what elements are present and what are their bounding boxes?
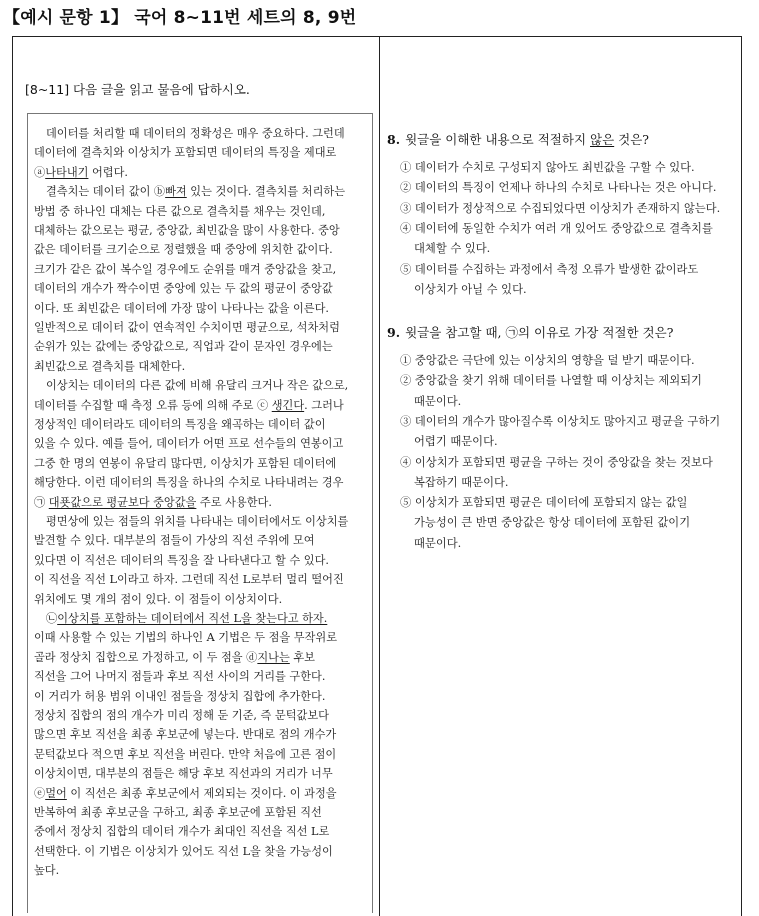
passage-text: ㉡ bbox=[46, 612, 58, 625]
passage-text: 발견할 수 있다. 대부분의 점들이 가상의 직선 주위에 모여 bbox=[34, 534, 315, 548]
question-stem-text: 것은? bbox=[614, 132, 649, 147]
passage-line bbox=[34, 222, 340, 238]
passage-text: 있는 것이다. 결측치를 처리하는 bbox=[186, 185, 346, 199]
answer-option-line: ③ 데이터의 개수가 많아질수록 이상치도 많아지고 평균을 구하기 bbox=[400, 414, 721, 428]
passage-line bbox=[46, 513, 348, 529]
passage-text: 데이터를 처리할 때 데이터의 정확성은 매우 중요하다. 그런데 bbox=[46, 127, 345, 140]
passage-line bbox=[34, 765, 333, 781]
passage-text: 해당한다. 이런 데이터의 특징을 하나의 수치로 나타내려는 경우 bbox=[34, 476, 344, 490]
question-number: 8. bbox=[387, 132, 401, 147]
passage-text: 이다. 또 최빈값은 데이터에 가장 많이 나타나는 값을 이른다. bbox=[34, 301, 329, 315]
answer-option-line: 이상치가 아닐 수 있다. bbox=[414, 282, 527, 296]
passage-text: 문턱값보다 적으면 후보 직선을 버린다. 만약 처음에 고른 점이 bbox=[34, 747, 337, 761]
passage-line bbox=[34, 338, 333, 354]
passage-text: ㉠ bbox=[34, 495, 49, 509]
question-9-stem bbox=[387, 323, 673, 341]
passage-text: 선택한다. 이 기법은 이상치가 있어도 직선 L을 찾을 가능성이 bbox=[34, 844, 333, 858]
question-8-stem bbox=[387, 130, 649, 148]
passage-text: 위치에도 몇 개의 점이 있다. 이 점들이 이상치이다. bbox=[34, 592, 283, 606]
answer-option-line: 복잡하기 때문이다. bbox=[414, 475, 509, 489]
passage-text: 최빈값으로 결측치를 대체한다. bbox=[34, 359, 186, 373]
passage-line bbox=[34, 397, 344, 413]
passage-text: 데이터를 수집할 때 측정 오류 등에 의해 주로 ⓒ bbox=[34, 398, 272, 412]
passage-line bbox=[34, 203, 325, 219]
passage-line bbox=[46, 610, 327, 626]
passage-line bbox=[34, 804, 322, 820]
question-number: 9. bbox=[387, 325, 401, 340]
question-stem-text: 윗글을 참고할 때, ㉠의 이유로 가장 적절한 것은? bbox=[405, 325, 674, 340]
passage-line bbox=[34, 144, 336, 160]
answer-option-line: ① 중앙값은 극단에 있는 이상치의 영향을 덜 받기 때문이다. bbox=[400, 354, 695, 367]
passage-line bbox=[34, 707, 329, 723]
underlined-phrase: 나타내기 bbox=[45, 165, 89, 179]
passage-text: 많으면 후보 직선을 최종 후보군에 넣는다. 반대로 점의 개수가 bbox=[34, 728, 337, 742]
passage-text: 직선을 그어 나머지 점들과 후보 직선 사이의 거리를 구한다. bbox=[34, 670, 326, 684]
passage-text: ⓐ bbox=[34, 165, 46, 179]
passage-text: 대체하는 값으로는 평균, 중앙값, 최빈값을 많이 사용한다. 중앙 bbox=[34, 224, 340, 237]
passage-text: 있을 수 있다. 예를 들어, 데이터가 어떤 프로 선수들의 연봉이고 bbox=[34, 437, 344, 451]
passage-line bbox=[34, 668, 325, 684]
passage-text: 값은 데이터를 크기순으로 정렬했을 때 중앙에 위치한 값이다. bbox=[34, 243, 333, 257]
passage-line bbox=[34, 746, 336, 762]
set-instruction: [8~11] 다음 글을 읽고 물음에 답하시오. bbox=[25, 82, 250, 97]
passage-text: 일반적으로 데이터 값이 연속적인 수치이면 평균으로, 석차처럼 bbox=[34, 321, 340, 334]
underlined-phrase: 대푯값으로 평균보다 중앙값을 bbox=[48, 495, 197, 509]
passage-text: ⓔ bbox=[34, 786, 46, 800]
passage-text: 있다면 이 직선은 데이터의 특징을 잘 나타낸다고 할 수 있다. bbox=[34, 553, 329, 567]
passage-line bbox=[34, 552, 329, 568]
passage-text: 이상치이면, 대부분의 점들은 해당 후보 직선과의 거리가 너무 bbox=[34, 767, 333, 781]
passage-line bbox=[34, 843, 333, 859]
underlined-phrase: 생긴다 bbox=[271, 398, 305, 412]
passage-line bbox=[34, 571, 344, 587]
answer-option-line: ⑤ 이상치가 포함되면 평균은 데이터에 포함되지 않는 값일 bbox=[400, 496, 688, 510]
answer-option-line: ③ 데이터가 정상적으로 수집되었다면 이상치가 존재하지 않는다. bbox=[400, 201, 721, 215]
answer-option-line: 어렵기 때문이다. bbox=[414, 435, 498, 449]
passage-text: 주로 사용한다. bbox=[196, 495, 272, 509]
passage-line bbox=[34, 164, 128, 180]
passage-text: . 그러나 bbox=[304, 398, 344, 412]
passage-text: 높다. bbox=[34, 864, 60, 878]
passage-line bbox=[46, 125, 345, 141]
answer-option-line: ⑤ 데이터를 수집하는 과정에서 측정 오류가 발생한 값이라도 bbox=[400, 262, 699, 276]
passage-text: 데이터의 개수가 짝수이면 중앙에 있는 두 값의 평균이 중앙값 bbox=[34, 282, 333, 296]
question-stem-text: 윗글을 이해한 내용으로 적절하지 bbox=[405, 132, 591, 147]
passage-line bbox=[34, 823, 329, 839]
passage-line bbox=[34, 300, 329, 316]
passage-line bbox=[46, 377, 348, 393]
passage-text: 평면상에 있는 점들의 위치를 나타내는 데이터에서도 이상치를 bbox=[46, 515, 349, 528]
passage-text: 이때 사용할 수 있는 기법의 하나인 A 기법은 두 점을 무작위로 bbox=[34, 631, 338, 645]
passage-text: 반복하여 최종 후보군을 구하고, 최종 후보군에 포함된 직선 bbox=[34, 806, 322, 819]
answer-option-line: ② 중앙값을 찾기 위해 데이터를 나열할 때 이상치는 제외되기 bbox=[400, 374, 702, 388]
passage-line bbox=[34, 280, 333, 296]
passage-line bbox=[34, 261, 336, 277]
answer-option-line: 가능성이 큰 반면 중앙값은 항상 데이터에 포함된 값이기 bbox=[414, 516, 691, 530]
passage-text: 그중 한 명의 연봉이 유달리 많다면, 이상치가 포함된 데이터에 bbox=[34, 456, 337, 470]
passage-text: 이 직선은 최종 후보군에서 제외되는 것이다. 이 과정을 bbox=[66, 786, 337, 800]
page-heading: 【예시 문항 1】 국어 8~11번 세트의 8, 9번 bbox=[3, 8, 357, 28]
passage-line bbox=[34, 785, 337, 801]
passage-line bbox=[34, 416, 326, 432]
answer-option-line: ④ 이상치가 포함되면 평균을 구하는 것이 중앙값을 찾는 것보다 bbox=[400, 455, 713, 469]
passage-line bbox=[34, 862, 59, 878]
passage-text: 어렵다. bbox=[88, 165, 128, 179]
passage-text: 방법 중 하나인 대체는 다른 값으로 결측치를 채우는 것인데, bbox=[34, 204, 326, 218]
passage-text: 크기가 같은 값이 복수일 경우에도 순위를 매겨 중앙값을 찾고, bbox=[34, 262, 337, 276]
passage-line bbox=[34, 532, 315, 548]
answer-option-line: ② 데이터의 특징이 언제나 하나의 수치로 나타나는 것은 아니다. bbox=[400, 181, 717, 195]
answer-option-line: 때문이다. bbox=[414, 536, 462, 550]
passage-line bbox=[46, 183, 345, 199]
passage-line bbox=[34, 435, 343, 451]
passage-text: 이상치는 데이터의 다른 값에 비해 유달리 크거나 작은 값으로, bbox=[46, 379, 349, 393]
passage-line bbox=[34, 726, 336, 742]
underlined-phrase: 빠져 bbox=[165, 185, 187, 199]
passage-line bbox=[34, 358, 185, 374]
passage-line bbox=[34, 591, 282, 607]
underlined-phrase: 지나는 bbox=[257, 650, 290, 664]
answer-option-line: 대체할 수 있다. bbox=[414, 242, 491, 256]
passage-text: 정상적인 데이터라도 데이터의 특징을 왜곡하는 데이터 값이 bbox=[34, 418, 326, 431]
passage-line bbox=[34, 629, 337, 645]
question-emphasis: 않은 bbox=[590, 132, 615, 147]
passage-line bbox=[34, 649, 315, 665]
passage-text: 골라 정상치 집합으로 가정하고, 이 두 점을 ⓓ bbox=[34, 650, 258, 664]
passage-line bbox=[34, 319, 340, 335]
passage-line bbox=[34, 494, 272, 510]
answer-option-line: ④ 데이터에 동일한 수치가 여러 개 있어도 중앙값으로 결측치를 bbox=[400, 221, 713, 235]
passage-text: 중에서 정상치 집합의 데이터 개수가 최대인 직선을 직선 L로 bbox=[34, 825, 330, 839]
answer-option-line: 때문이다. bbox=[414, 394, 462, 408]
underlined-phrase: 이상치를 포함하는 데이터에서 직선 L을 찾는다고 하자. bbox=[57, 612, 328, 625]
passage-text: 결측치는 데이터 값이 ⓑ bbox=[46, 185, 166, 199]
passage-line bbox=[34, 241, 333, 257]
underlined-phrase: 멀어 bbox=[45, 786, 67, 800]
passage-text: 후보 bbox=[289, 650, 315, 664]
passage-text: 데이터에 결측치와 이상치가 포함되면 데이터의 특징을 제대로 bbox=[34, 146, 337, 160]
column-divider bbox=[379, 36, 380, 916]
answer-option-line: ① 데이터가 수치로 구성되지 않아도 최빈값을 구할 수 있다. bbox=[400, 161, 695, 174]
passage-text: 순위가 있는 값에는 중앙값으로, 직업과 같이 문자인 경우에는 bbox=[34, 340, 333, 354]
passage-text: 정상치 집합의 점의 개수가 미리 정해 둔 기준, 즉 문턱값보다 bbox=[34, 709, 329, 722]
passage-line bbox=[34, 455, 336, 471]
passage-line bbox=[34, 474, 343, 490]
passage-line bbox=[34, 688, 325, 704]
passage-text: 이 직선을 직선 L이라고 하자. 그런데 직선 L로부터 멀리 떨어진 bbox=[34, 573, 344, 587]
passage-text: 이 거리가 허용 범위 이내인 점들을 정상치 집합에 추가한다. bbox=[34, 689, 326, 703]
